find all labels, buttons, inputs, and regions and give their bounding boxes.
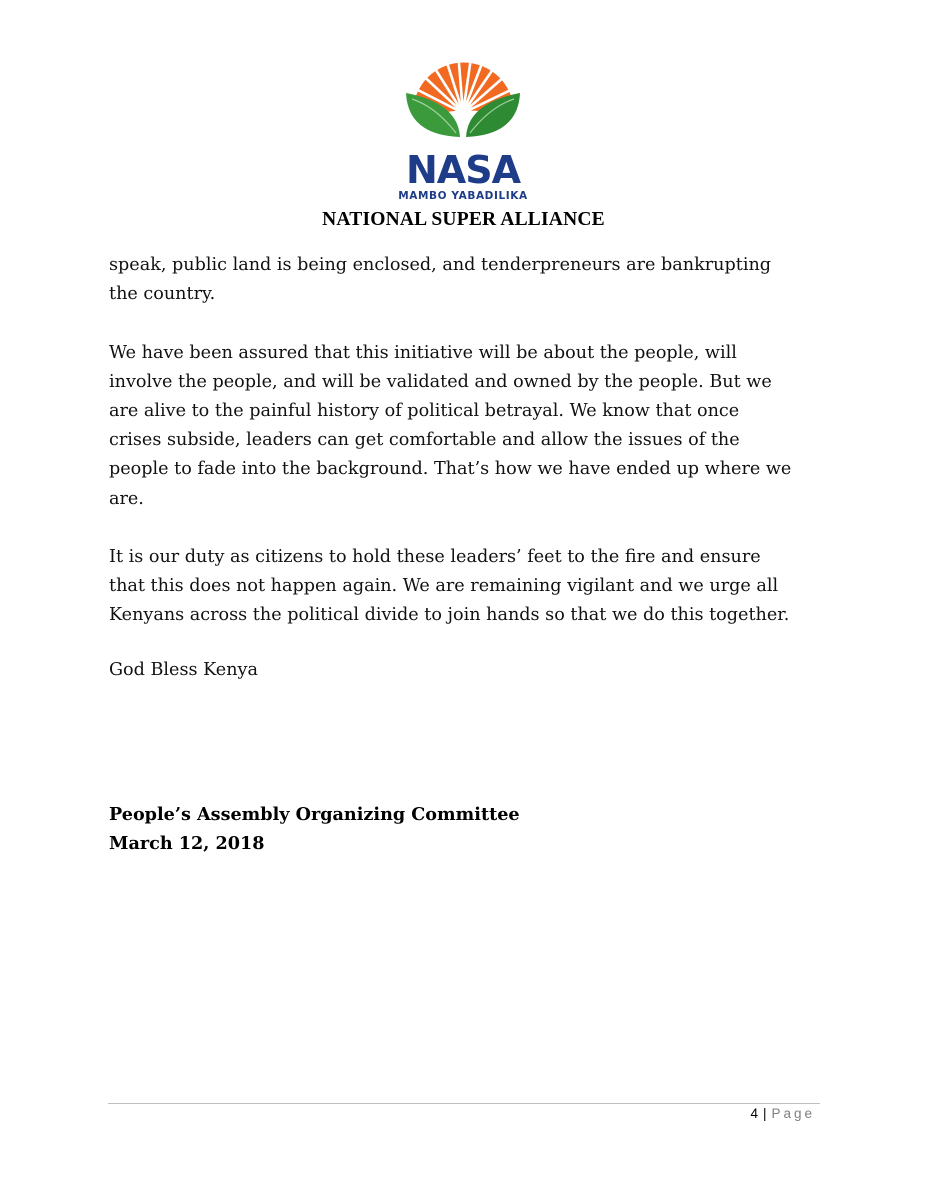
- closing-line: God Bless Kenya: [109, 660, 258, 680]
- footer-divider: [108, 1103, 820, 1104]
- page-footer: [750, 1106, 815, 1121]
- paragraph: It is our duty as citizens to hold these leaders’ feet to the fire and ensure that this does not happen again. We are remaining vigilant and we urge all Kenyans across the political divide to join hands so that we do this together.: [109, 547, 790, 626]
- page-number: 4: [750, 1106, 758, 1121]
- organization-name: NATIONAL SUPER ALLIANCE: [322, 209, 605, 230]
- logo-tagline: MAMBO YABADILIKA: [398, 190, 528, 202]
- committee-name: People’s Assembly Organizing Committee: [109, 804, 520, 825]
- nasa-logo: [386, 55, 541, 205]
- letter-body: [109, 251, 829, 660]
- signature-block: [109, 800, 520, 858]
- letter-date: March 12, 2018: [109, 833, 265, 854]
- paragraph: speak, public land is being enclosed, and tenderpreneurs are bankrupting the country.: [109, 255, 772, 305]
- logo-wordmark: NASA: [406, 148, 520, 192]
- footer-separator: |: [762, 1106, 767, 1121]
- paragraph: We have been assured that this initiative will be about the people, will involve the people, and will be validated and owned by the people. But we are alive to the painful history of political betrayal. We know that once crises subside, leaders can get comfortable and allow the issues of the people to fade into the background. That’s how we have ended up where we are.: [109, 342, 792, 509]
- page-label: Page: [771, 1106, 815, 1121]
- nasa-logo-graphic: [386, 55, 541, 205]
